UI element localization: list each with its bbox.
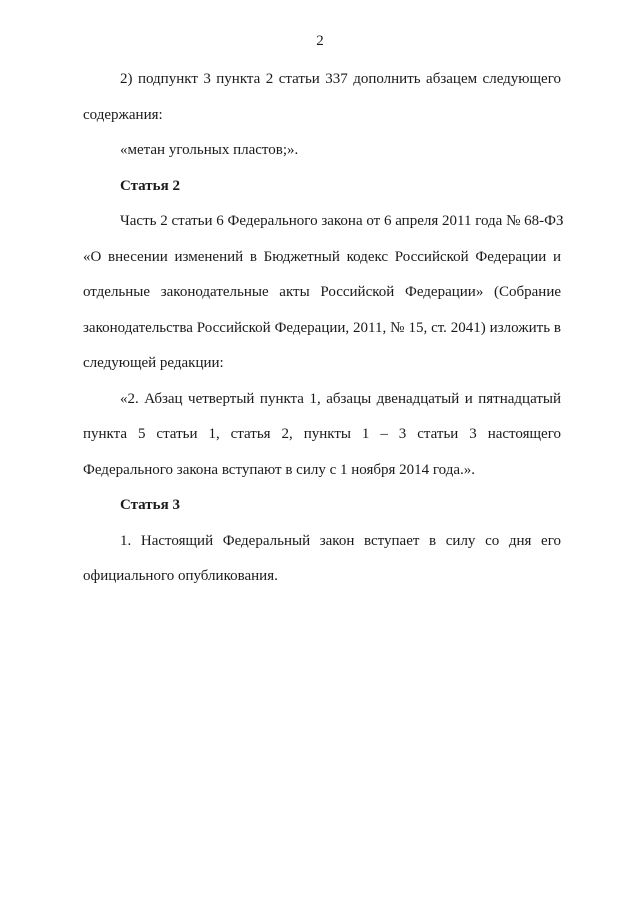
article-2: [83, 175, 564, 482]
article-2-paragraph-2: [83, 388, 561, 482]
text-line: следующей редакции:: [83, 355, 224, 371]
article-3-heading: Статья 3: [120, 497, 180, 513]
text-line: официального опубликования.: [83, 568, 278, 584]
text-line: «О внесении изменений в Бюджетный кодекс Российской Федерации и: [83, 248, 561, 265]
article-3: [83, 494, 561, 588]
paragraph-amendment-337: [83, 68, 561, 127]
article-3-paragraph-1: [83, 530, 561, 589]
text-line: содержания:: [83, 106, 163, 123]
article-2-paragraph-1: [83, 210, 564, 375]
text-line: законодательства Российской Федерации, 2011, № 15, ст. 2041) изложить в: [83, 319, 561, 336]
page-number: 2: [316, 33, 324, 49]
text-line: отдельные законодательные акты Российской Федерации» (Собрание: [83, 284, 561, 300]
document-body: [83, 68, 564, 601]
text-line: Федерального закона вступают в силу с 1 ноября 2014 года.».: [83, 461, 476, 478]
paragraph-quote-methane: [83, 139, 561, 162]
text-line: 1. Настоящий Федеральный закон вступает в силу со дня его: [120, 532, 561, 549]
text-line: пункта 5 статьи 1, статья 2, пункты 1 – 3 статьи 3 настоящего: [83, 426, 561, 442]
text-line: 2) подпункт 3 пункта 2 статьи 337 дополнить абзацем следующего: [120, 71, 561, 87]
text-line: Часть 2 статьи 6 Федерального закона от 6 апреля 2011 года № 68-ФЗ: [120, 213, 564, 229]
text-line: «2. Абзац четвертый пункта 1, абзацы двенадцатый и пятнадцатый: [120, 390, 561, 407]
article-2-heading: Статья 2: [120, 177, 180, 194]
text-line: «метан угольных пластов;».: [120, 142, 299, 158]
